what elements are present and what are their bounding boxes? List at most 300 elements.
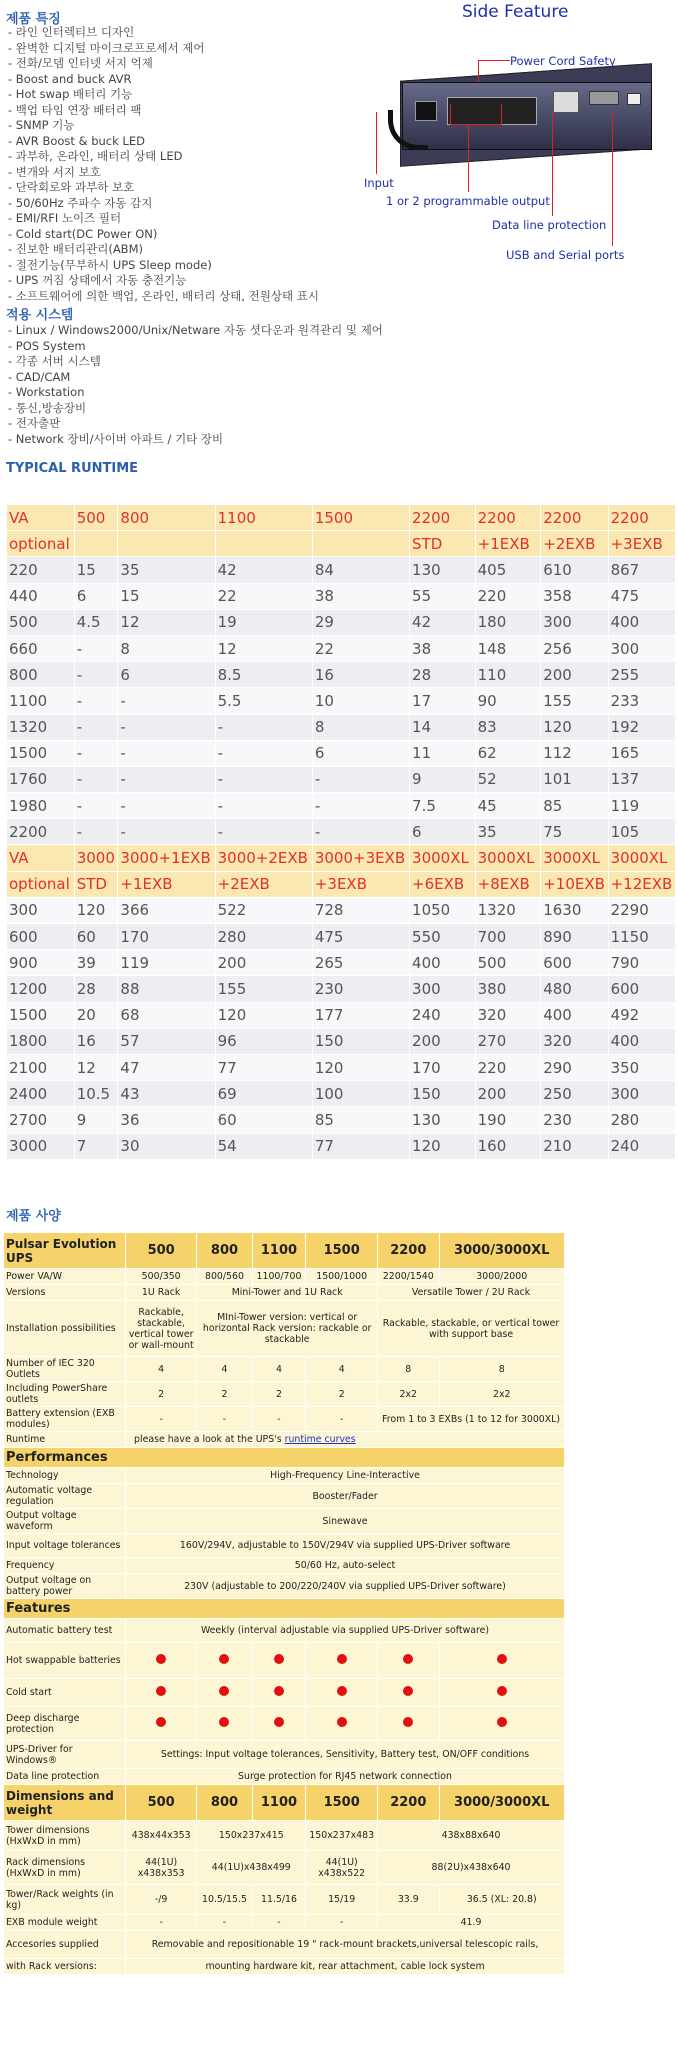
model-1100: 1100 bbox=[252, 1233, 306, 1269]
feature-item: - 진보한 배터리관리(ABM) bbox=[8, 242, 143, 256]
feature-item: - 완벽한 디지털 마이크로프로세서 제어 bbox=[8, 40, 205, 55]
runtime-cell: - bbox=[74, 793, 118, 819]
runtime-cell: 85 bbox=[541, 793, 608, 819]
runtime-cell: 7 bbox=[74, 1133, 118, 1159]
runtime-cell: 220 bbox=[7, 557, 75, 583]
runtime-cell: 8 bbox=[118, 635, 215, 661]
runtime-cell: - bbox=[215, 819, 312, 845]
dims-model-2200: 2200 bbox=[378, 1785, 439, 1821]
check-dot bbox=[497, 1686, 507, 1696]
runtime-cell: 380 bbox=[475, 976, 541, 1002]
battery-ext-800: - bbox=[197, 1407, 252, 1432]
weight-500: -/9 bbox=[126, 1885, 197, 1915]
runtime-cell: 120 bbox=[215, 1002, 312, 1028]
runtime-cell: 2200 bbox=[608, 505, 675, 531]
runtime-cell: 100 bbox=[312, 1081, 409, 1107]
runtime-cell: 35 bbox=[475, 819, 541, 845]
power-3000: 3000/2000 bbox=[439, 1269, 565, 1285]
dims-model-3000: 3000/3000XL bbox=[439, 1785, 565, 1821]
runtime-cell: 1630 bbox=[541, 897, 608, 923]
runtime-cell: 165 bbox=[608, 740, 675, 766]
label-hot-swap: Hot swappable batteries bbox=[4, 1643, 126, 1679]
spec-row-weights bbox=[4, 1885, 565, 1915]
runtime-cell: 180 bbox=[475, 609, 541, 635]
label-battery-ext: Battery extension (EXB modules) bbox=[4, 1407, 126, 1432]
runtime-cell: 233 bbox=[608, 688, 675, 714]
runtime-cell: 270 bbox=[475, 1028, 541, 1054]
feature-item: - 과부하, 온라인, 배터리 상태 LED bbox=[8, 149, 183, 163]
runtime-curves-link[interactable]: runtime curves bbox=[284, 1434, 356, 1445]
battery-ext-large: From 1 to 3 EXBs (1 to 12 for 3000XL) bbox=[378, 1407, 565, 1432]
exb-weight-500: - bbox=[126, 1915, 197, 1931]
callout-outputs: 1 or 2 programmable output bbox=[386, 194, 550, 208]
iec-800: 4 bbox=[197, 1357, 252, 1382]
runtime-cell: 600 bbox=[7, 924, 75, 950]
dims-model-1100: 1100 bbox=[252, 1785, 306, 1821]
callout-power-cord: Power Cord Safety bbox=[510, 54, 616, 68]
runtime-cell: 4.5 bbox=[74, 609, 118, 635]
spec-title: 제품 사양 bbox=[6, 1209, 61, 1224]
runtime-cell: 358 bbox=[541, 583, 608, 609]
dims-model-500: 500 bbox=[126, 1785, 197, 1821]
out-batt-value: 230V (adjustable to 200/220/240V via supplied UPS-Driver software) bbox=[126, 1574, 565, 1599]
runtime-header-row bbox=[7, 531, 676, 557]
runtime-cell: 3000+3EXB bbox=[312, 845, 409, 871]
runtime-cell: 300 bbox=[410, 976, 476, 1002]
runtime-cell: 68 bbox=[118, 1002, 215, 1028]
runtime-cell: 280 bbox=[608, 1107, 675, 1133]
check-dot bbox=[156, 1717, 166, 1727]
powershare-1100: 2 bbox=[252, 1382, 306, 1407]
runtime-cell: 101 bbox=[541, 766, 608, 792]
battery-ext-1100: - bbox=[252, 1407, 306, 1432]
usb-port bbox=[627, 93, 641, 105]
runtime-cell: 137 bbox=[608, 766, 675, 792]
runtime-cell: 200 bbox=[215, 950, 312, 976]
runtime-cell: 22 bbox=[312, 635, 409, 661]
dims-model-800: 800 bbox=[197, 1785, 252, 1821]
runtime-cell: 119 bbox=[608, 793, 675, 819]
runtime-cell: 15 bbox=[118, 583, 215, 609]
runtime-cell: 900 bbox=[7, 950, 75, 976]
spec-row-tower-dim bbox=[4, 1821, 565, 1851]
runtime-cell: 22 bbox=[215, 583, 312, 609]
install-large: Rackable, stackable, or vertical tower with support base bbox=[378, 1301, 565, 1357]
runtime-cell: 3000 bbox=[7, 1133, 75, 1159]
runtime-cell: 700 bbox=[475, 924, 541, 950]
feature-item: - 50/60Hz 주파수 자동 감지 bbox=[8, 195, 153, 210]
feature-item: - 단락회로와 과부하 보호 bbox=[8, 180, 135, 194]
spec-row-hot-swap bbox=[4, 1643, 565, 1679]
runtime-cell: 112 bbox=[541, 740, 608, 766]
runtime-cell: 210 bbox=[541, 1133, 608, 1159]
runtime-cell: 110 bbox=[475, 662, 541, 688]
runtime-cell: 3000XL bbox=[608, 845, 675, 871]
system-item: - CAD/CAM bbox=[8, 369, 71, 384]
label-avr: Automatic voltage regulation bbox=[4, 1484, 126, 1509]
runtime-cell: 16 bbox=[74, 1028, 118, 1054]
runtime-cell: 300 bbox=[541, 609, 608, 635]
runtime-cell: 2200 bbox=[7, 819, 75, 845]
runtime-cell: STD bbox=[74, 871, 118, 897]
runtime-cell: 1760 bbox=[7, 766, 75, 792]
runtime-cell: 2100 bbox=[7, 1054, 75, 1080]
runtime-cell: 890 bbox=[541, 924, 608, 950]
runtime-row bbox=[7, 740, 676, 766]
runtime-row bbox=[7, 714, 676, 740]
serial-port bbox=[589, 91, 619, 105]
runtime-cell bbox=[215, 531, 312, 557]
label-out-batt: Output voltage on battery power bbox=[4, 1574, 126, 1599]
check-dot bbox=[219, 1654, 229, 1664]
tower-dim-800-1100: 150x237x415 bbox=[197, 1821, 306, 1851]
runtime-cell: 55 bbox=[410, 583, 476, 609]
tower-dim-1500: 150x237x483 bbox=[306, 1821, 378, 1851]
systems-list bbox=[8, 323, 383, 447]
spec-header-row bbox=[4, 1233, 565, 1269]
power-500: 500/350 bbox=[126, 1269, 197, 1285]
runtime-cell: 300 bbox=[608, 635, 675, 661]
runtime-cell: 2200 bbox=[475, 505, 541, 531]
label-rack-versions: with Rack versions: bbox=[4, 1959, 126, 1975]
label-versions: Versions bbox=[4, 1285, 126, 1301]
runtime-cell: 177 bbox=[312, 1002, 409, 1028]
runtime-cell: +10EXB bbox=[541, 871, 608, 897]
runtime-cell: 1500 bbox=[7, 1002, 75, 1028]
runtime-row bbox=[7, 1028, 676, 1054]
runtime-cell: 60 bbox=[215, 1107, 312, 1133]
runtime-cell: 522 bbox=[215, 897, 312, 923]
runtime-cell: - bbox=[118, 688, 215, 714]
runtime-cell: 2400 bbox=[7, 1081, 75, 1107]
runtime-cell: 8.5 bbox=[215, 662, 312, 688]
install-mid: MIni-Tower version: vertical or horizontal Rack version: rackable or stackable bbox=[197, 1301, 378, 1357]
feature-item: - 절전기능(무부하시 UPS Sleep mode) bbox=[8, 257, 212, 272]
runtime-cell: 10 bbox=[312, 688, 409, 714]
runtime-row bbox=[7, 924, 676, 950]
runtime-cell: 47 bbox=[118, 1054, 215, 1080]
runtime-cell: 200 bbox=[410, 1028, 476, 1054]
runtime-cell: optional bbox=[7, 871, 75, 897]
label-technology: Technology bbox=[4, 1468, 126, 1484]
check-dot bbox=[156, 1654, 166, 1664]
runtime-cell: 1500 bbox=[312, 505, 409, 531]
feature-item: - 라인 인터렉티브 디자인 bbox=[8, 25, 135, 39]
runtime-cell: 800 bbox=[118, 505, 215, 531]
runtime-cell: 480 bbox=[541, 976, 608, 1002]
label-accessories: Accesories supplied bbox=[4, 1931, 126, 1959]
runtime-cell: 29 bbox=[312, 609, 409, 635]
battery-ext-500: - bbox=[126, 1407, 197, 1432]
runtime-cell: 155 bbox=[215, 976, 312, 1002]
runtime-cell: 240 bbox=[608, 1133, 675, 1159]
runtime-cell: STD bbox=[410, 531, 476, 557]
install-500: Rackable, stackable, vertical tower or wall-mount bbox=[126, 1301, 197, 1357]
runtime-cell: 52 bbox=[475, 766, 541, 792]
label-freq: Frequency bbox=[4, 1558, 126, 1574]
runtime-cell bbox=[118, 531, 215, 557]
check-dot bbox=[219, 1717, 229, 1727]
label-cold-start: Cold start bbox=[4, 1679, 126, 1707]
runtime-cell: 45 bbox=[475, 793, 541, 819]
runtime-row bbox=[7, 662, 676, 688]
runtime-cell: 9 bbox=[74, 1107, 118, 1133]
side-feature-title: Side Feature bbox=[462, 2, 569, 22]
spec-row-power bbox=[4, 1269, 565, 1285]
dims-model-1500: 1500 bbox=[306, 1785, 378, 1821]
feature-item: - 변개와 서지 보호 bbox=[8, 164, 101, 179]
iec-2200: 8 bbox=[378, 1357, 439, 1382]
runtime-cell: 155 bbox=[541, 688, 608, 714]
runtime-cell: - bbox=[118, 766, 215, 792]
runtime-cell: VA bbox=[7, 845, 75, 871]
runtime-row bbox=[7, 557, 676, 583]
runtime-cell: 105 bbox=[608, 819, 675, 845]
runtime-cell: 28 bbox=[410, 662, 476, 688]
power-1500: 1500/1000 bbox=[306, 1269, 378, 1285]
runtime-cell: 170 bbox=[410, 1054, 476, 1080]
runtime-cell: 83 bbox=[475, 714, 541, 740]
runtime-cell: 17 bbox=[410, 688, 476, 714]
runtime-cell: - bbox=[118, 740, 215, 766]
battery-ext-1500: - bbox=[306, 1407, 378, 1432]
runtime-cell: 1050 bbox=[410, 897, 476, 923]
runtime-header-row bbox=[7, 845, 676, 871]
runtime-cell: 440 bbox=[7, 583, 75, 609]
runtime-cell: 60 bbox=[74, 924, 118, 950]
runtime-cell: 69 bbox=[215, 1081, 312, 1107]
iec-3000: 8 bbox=[439, 1357, 565, 1382]
runtime-cell: 240 bbox=[410, 1002, 476, 1028]
runtime-cell: 405 bbox=[475, 557, 541, 583]
runtime-cell: 130 bbox=[410, 557, 476, 583]
runtime-row bbox=[7, 793, 676, 819]
model-2200: 2200 bbox=[378, 1233, 439, 1269]
runtime-cell: 6 bbox=[118, 662, 215, 688]
runtime-row bbox=[7, 766, 676, 792]
weight-800: 10.5/15.5 bbox=[197, 1885, 252, 1915]
runtime-cell: 7.5 bbox=[410, 793, 476, 819]
input-tol-value: 160V/294V, adjustable to 150V/294V via supplied UPS-Driver software bbox=[126, 1534, 565, 1558]
runtime-cell: 150 bbox=[312, 1028, 409, 1054]
runtime-row bbox=[7, 1133, 676, 1159]
powershare-500: 2 bbox=[126, 1382, 197, 1407]
runtime-row bbox=[7, 635, 676, 661]
check-dot bbox=[403, 1654, 413, 1664]
runtime-cell: 800 bbox=[7, 662, 75, 688]
runtime-cell: 6 bbox=[410, 819, 476, 845]
runtime-cell: 84 bbox=[312, 557, 409, 583]
weight-3000: 36.5 (XL: 20.8) bbox=[439, 1885, 565, 1915]
runtime-cell: 290 bbox=[541, 1054, 608, 1080]
versions-500: 1U Rack bbox=[126, 1285, 197, 1301]
power-800: 800/560 bbox=[197, 1269, 252, 1285]
runtime-cell: 1100 bbox=[7, 688, 75, 714]
spec-row-runtime bbox=[4, 1432, 565, 1448]
runtime-cell: 600 bbox=[608, 976, 675, 1002]
runtime-cell: 728 bbox=[312, 897, 409, 923]
runtime-cell: 148 bbox=[475, 635, 541, 661]
spec-row-install bbox=[4, 1301, 565, 1357]
data-line-value: Surge protection for RJ45 network connection bbox=[126, 1769, 565, 1785]
runtime-cell: 400 bbox=[608, 1028, 675, 1054]
system-item: - 전자출판 bbox=[8, 416, 61, 430]
label-auto-test: Automatic battery test bbox=[4, 1619, 126, 1643]
runtime-cell: 500 bbox=[7, 609, 75, 635]
runtime-text: please have a look at the UPS's bbox=[134, 1434, 285, 1445]
label-install: Installation possibilities bbox=[4, 1301, 126, 1357]
powershare-3000: 2x2 bbox=[439, 1382, 565, 1407]
runtime-cell: 11 bbox=[410, 740, 476, 766]
runtime-cell: 28 bbox=[74, 976, 118, 1002]
runtime-cell: 85 bbox=[312, 1107, 409, 1133]
runtime-cell: 8 bbox=[312, 714, 409, 740]
runtime-cell: - bbox=[74, 688, 118, 714]
feature-item: - 전화/모뎀 인터넷 서지 억제 bbox=[8, 56, 153, 70]
versions-large: Versatile Tower / 2U Rack bbox=[378, 1285, 565, 1301]
runtime-cell: 475 bbox=[608, 583, 675, 609]
rack-dim-large: 88(2U)x438x640 bbox=[378, 1851, 565, 1885]
runtime-cell: 120 bbox=[541, 714, 608, 740]
runtime-cell: 150 bbox=[410, 1081, 476, 1107]
system-item: - Linux / Windows2000/Unix/Netware 자동 셧다운과 원격관리 및 제어 bbox=[8, 323, 383, 337]
runtime-cell: 6 bbox=[312, 740, 409, 766]
runtime-cell bbox=[74, 531, 118, 557]
weight-2200: 33.9 bbox=[378, 1885, 439, 1915]
avr-value: Booster/Fader bbox=[126, 1484, 565, 1509]
runtime-cell: 5.5 bbox=[215, 688, 312, 714]
feature-item: - AVR Boost & buck LED bbox=[8, 133, 145, 148]
powershare-1500: 2 bbox=[306, 1382, 378, 1407]
label-runtime: Runtime bbox=[4, 1432, 126, 1448]
runtime-cell: 36 bbox=[118, 1107, 215, 1133]
spec-table bbox=[3, 1232, 565, 1975]
runtime-cell: 15 bbox=[74, 557, 118, 583]
runtime-cell: +2EXB bbox=[541, 531, 608, 557]
power-cord bbox=[388, 110, 428, 150]
check-dot bbox=[156, 1686, 166, 1696]
runtime-cell: 492 bbox=[608, 1002, 675, 1028]
features-title: 제품 특징 bbox=[6, 12, 61, 27]
runtime-cell: +6EXB bbox=[410, 871, 476, 897]
model-1500: 1500 bbox=[306, 1233, 378, 1269]
runtime-cell: 120 bbox=[312, 1054, 409, 1080]
runtime-cell: 160 bbox=[475, 1133, 541, 1159]
runtime-cell: 30 bbox=[118, 1133, 215, 1159]
runtime-row bbox=[7, 976, 676, 1002]
feature-item: - Hot swap 배터리 기능 bbox=[8, 87, 133, 101]
runtime-cell: 3000XL bbox=[541, 845, 608, 871]
runtime-cell: - bbox=[215, 766, 312, 792]
runtime-cell: 320 bbox=[541, 1028, 608, 1054]
check-dot bbox=[219, 1686, 229, 1696]
spec-row-rack-dim bbox=[4, 1851, 565, 1885]
label-exb-weight: EXB module weight bbox=[4, 1915, 126, 1931]
runtime-cell: 2200 bbox=[410, 505, 476, 531]
network-port bbox=[553, 91, 579, 113]
exb-weight-1500: - bbox=[306, 1915, 378, 1931]
system-item: - 통신,방송장비 bbox=[8, 400, 87, 415]
runtime-cell: VA bbox=[7, 505, 75, 531]
check-dot bbox=[403, 1686, 413, 1696]
runtime-cell: 35 bbox=[118, 557, 215, 583]
versions-mid: Mini-Tower and 1U Rack bbox=[197, 1285, 378, 1301]
runtime-cell: - bbox=[74, 662, 118, 688]
check-dot bbox=[274, 1717, 284, 1727]
runtime-cell: 88 bbox=[118, 976, 215, 1002]
runtime-cell: 119 bbox=[118, 950, 215, 976]
runtime-cell: 2200 bbox=[541, 505, 608, 531]
runtime-row bbox=[7, 1054, 676, 1080]
ups-rear-panel bbox=[402, 82, 652, 150]
runtime-header-row bbox=[7, 871, 676, 897]
runtime-cell: 3000 bbox=[74, 845, 118, 871]
runtime-cell: - bbox=[118, 793, 215, 819]
runtime-cell: 255 bbox=[608, 662, 675, 688]
runtime-cell: 1320 bbox=[7, 714, 75, 740]
runtime-cell: 320 bbox=[475, 1002, 541, 1028]
exb-weight-large: 41.9 bbox=[378, 1915, 565, 1931]
runtime-cell: 200 bbox=[541, 662, 608, 688]
spec-row-versions bbox=[4, 1285, 565, 1301]
runtime-cell: 256 bbox=[541, 635, 608, 661]
runtime-cell: +8EXB bbox=[475, 871, 541, 897]
runtime-row bbox=[7, 1002, 676, 1028]
rack-versions-value: mounting hardware kit, rear attachment, cable lock system bbox=[126, 1959, 565, 1975]
system-item: - 각종 서버 시스템 bbox=[8, 354, 101, 368]
weight-1100: 11.5/16 bbox=[252, 1885, 306, 1915]
runtime-cell: 280 bbox=[215, 924, 312, 950]
runtime-cell: 500 bbox=[74, 505, 118, 531]
runtime-cell: 12 bbox=[74, 1054, 118, 1080]
callout-data-line: Data line protection bbox=[492, 218, 607, 232]
runtime-cell: 610 bbox=[541, 557, 608, 583]
runtime-cell: 230 bbox=[312, 976, 409, 1002]
runtime-row bbox=[7, 688, 676, 714]
runtime-cell: 3000+2EXB bbox=[215, 845, 312, 871]
runtime-cell: +12EXB bbox=[608, 871, 675, 897]
powershare-2200: 2x2 bbox=[378, 1382, 439, 1407]
runtime-cell: 42 bbox=[410, 609, 476, 635]
dims-heading: Dimensions and weight bbox=[4, 1785, 126, 1821]
runtime-cell: - bbox=[312, 819, 409, 845]
runtime-cell: 190 bbox=[475, 1107, 541, 1133]
runtime-cell: +3EXB bbox=[608, 531, 675, 557]
runtime-cell: - bbox=[118, 819, 215, 845]
runtime-cell: 12 bbox=[215, 635, 312, 661]
tower-dim-large: 438x88x640 bbox=[378, 1821, 565, 1851]
runtime-cell: - bbox=[312, 766, 409, 792]
system-item: - POS System bbox=[8, 338, 86, 353]
runtime-cell: 130 bbox=[410, 1107, 476, 1133]
exb-weight-800: - bbox=[197, 1915, 252, 1931]
runtime-cell: 62 bbox=[475, 740, 541, 766]
spec-dims-header bbox=[4, 1785, 565, 1821]
power-2200: 2200/1540 bbox=[378, 1269, 439, 1285]
technology-value: High-Frequency Line-Interactive bbox=[126, 1468, 565, 1484]
runtime-cell: 220 bbox=[475, 1054, 541, 1080]
label-driver: UPS-Driver for Windows® bbox=[4, 1741, 126, 1769]
performances-heading: Performances bbox=[4, 1448, 565, 1468]
feature-item: - 백업 타임 연장 배터리 팩 bbox=[8, 102, 142, 117]
runtime-cell: - bbox=[312, 793, 409, 819]
runtime-row bbox=[7, 819, 676, 845]
runtime-cell: 120 bbox=[410, 1133, 476, 1159]
feature-item: - SNMP 기능 bbox=[8, 118, 75, 132]
runtime-cell: 43 bbox=[118, 1081, 215, 1107]
powershare-800: 2 bbox=[197, 1382, 252, 1407]
runtime-cell: 1200 bbox=[7, 976, 75, 1002]
